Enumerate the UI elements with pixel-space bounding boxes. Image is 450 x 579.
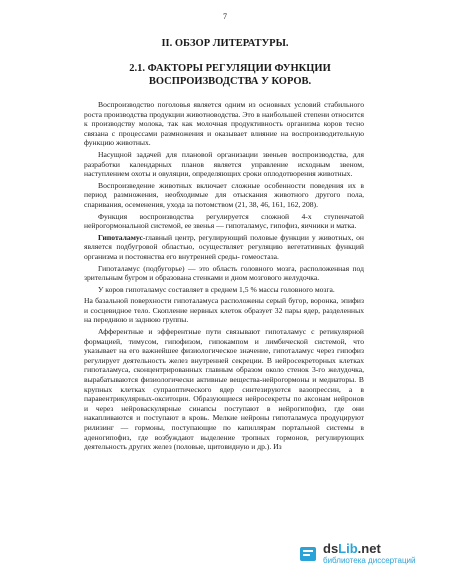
paragraph: Функция воспроизводства регулируется сложной 4-х ступенчатой нейрогормональной системой, ее звенья — гипоталамус, гипофиз, яичники и матка. (84, 211, 364, 231)
watermark[interactable] (298, 538, 444, 570)
watermark-logo: dsLib.net (323, 541, 381, 556)
paragraph: Гипоталамус-главный центр, регулирующий половые функции у животных, он является подбугровой областью, осуществляет регуляцию вегетативных функций организма и постоянства его внутренней среды- гомеостаза. (84, 232, 364, 261)
paragraph: Воспроизводство поголовья является одним из основных условий стабильного роста производства продукции животноводства. Это в наибольшей степени относится к производству молока, так как молочная продуктивность организма коров тесно связана с процессами размножения и оказывает влияние на воспроизводительную функцию животных. (84, 100, 364, 148)
paragraph: На базальной поверхности гипоталамуса расположены серый бугор, воронка, эпифиз и сосцевидное тело. Скопление нервных клеток образует 32 пары ядер, разделенных на переднюю и заднюю группы. (84, 296, 364, 325)
paragraph: Гипоталамус (подбугорье) — это область головного мозга, расположенная под зрительным бугром и образована стенками и дном мозгового желудочка. (84, 263, 364, 283)
page-number: 7 (223, 12, 227, 21)
watermark-caption: библиотека диссертаций (323, 556, 416, 565)
body-text (84, 100, 364, 454)
term-hypothalamus: Гипоталамус (98, 232, 143, 242)
paragraph: Афферентные и эфферентные пути связывают гипоталамус с ретикулярной формацией, тимусом, гипофизом, гипокампом и лимбической системой, что указывает на его важнейшее физиологическое значение, гипоталамус через гипофиз регулирует деятельность желез внутренней секреции. В нейросекреторных клетках гипоталамуса, сконцентрированных главным образом около стенок 3-го желудочка, вырабатываются физиологически активные вещества-нейрогормоны и медиаторы. В крупных клетках супраоптического ядер синтезируются вазопрессин, а в паравентрикулярных-окситоцин. Образующиеся нейросекреты по аксонам нейронов и через нейроваскулярные синапсы поступают в нейрогипофиз, где они накапливаются и поступают в кровь. Мелкие нейроны гипоталамуса продуцируют рилизинг — гормоны, поступающие по капиллярам портальной системы в аденогипофиз, где возбуждают выделение тропных гормонов, регулирующих деятельность других желез (половые, щитовидную и др.). Из (84, 327, 364, 452)
book-logo-icon (298, 544, 318, 564)
paragraph: Насущной задачей для плановой организации звеньев воспроизводства, для разработки календарных планов является управление исходным звеном, наступлением охоты и овуляции, определяющих сроки оплодотворения животных. (84, 149, 364, 179)
paragraph: У коров гипоталамус составляет в среднем 1,5 % массы головного мозга. (98, 284, 335, 294)
section-title: 2.1. ФАКТОРЫ РЕГУЛЯЦИИ ФУНКЦИИ ВОСПРОИЗВОДСТВА У КОРОВ. (129, 63, 331, 87)
chapter-title: II. ОБЗОР ЛИТЕРАТУРЫ. (161, 38, 289, 49)
paragraph: Воспроизведение животных включает сложные особенности поведения их в период размножения, необходимые для отыскания животного другого пола, спаривания, осеменения, ухода за потомством (21, 38, 46, 161, 162, 208). (84, 180, 364, 209)
